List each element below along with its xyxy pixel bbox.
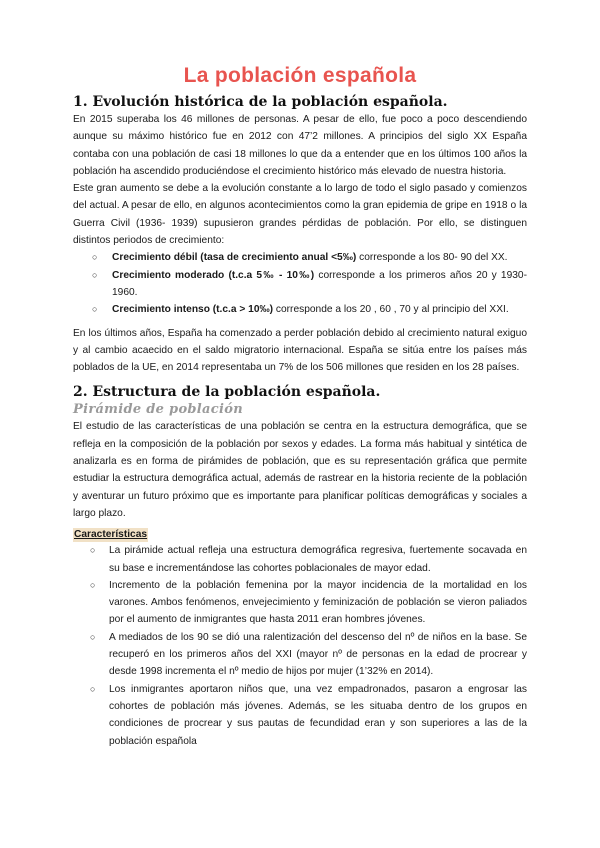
section-1-paragraph-2: Este gran aumento se debe a la evolución constante a lo largo de todo el siglo pasado y comienzos del actual. A pesar de ello, en algunos acontecimientos como la gran epidemia de gripe en 1918 o la Guerra Civil (1936- 1939) supusieron grandes pérdidas de población. Por ello, se distinguen distintos periodos de crecimiento:: [73, 183, 527, 247]
growth-period-text: corresponde a los primeros años 20 y 1930-1960.: [112, 269, 527, 298]
section-2-subheading: Pirámide de población: [73, 402, 243, 418]
section-1-paragraph-1: En 2015 superaba los 46 millones de personas. A pesar de ello, fue poco a poco descendiendo aunque su máximo histórico fue en 2012 con 47’2 millones. A principios del siglo XX España contaba con una población de casi 18 millones lo que da a entender que en los últimos 100 años la población ha ascendido produciéndose el crecimiento histórico más elevado de nuestra historia.: [73, 114, 527, 177]
characteristic-item: ○ La pirámide actual refleja una estructura demográfica regresiva, fuertemente socavada en su base e incrementándose las cohortes poblacionales de mayor edad.: [109, 542, 527, 577]
characteristics-list: [73, 542, 527, 750]
growth-period-text: corresponde a los 20 , 60 , 70 y al principio del XXI.: [273, 304, 509, 316]
section-2-paragraph-1: El estudio de las características de una población se centra en la estructura demográfica, que se refleja en la composición de la población por sexos y edades. La forma más habitual y sintética de analizarla es en forma de pirámides de población, que es su representación gráfica que permite estudiar la estructura demográfica actual, además de rastrear en la historia reciente de la población y aventurar un futuro próximo que es importante para planificar políticas demográficas y sociales a largo plazo.: [73, 421, 527, 519]
growth-period-text: corresponde a los 80- 90 del XX.: [356, 252, 508, 264]
characteristic-item: ○ Los inmigrantes aportaron niños que, una vez empadronados, pasaron a engrosar las cohortes de población más jóvenes. Además, se les situaba dentro de los grupos en condiciones de procrear y sus pautas de fecundidad eran y son superiores a las de la población española: [109, 681, 527, 750]
growth-period-name: Crecimiento moderado (t.c.a 5‰ - 10‰): [112, 269, 315, 281]
characteristic-item: ○ Incremento de la población femenina por la mayor incidencia de la mortalidad en los varones. Ambos fenómenos, envejecimiento y feminización de población se vieron paliados por el aumento de inmigrantes que hasta 2011 eran hombres jóvenes.: [109, 577, 527, 629]
characteristic-item: ○ A mediados de los 90 se dió una ralentización del descenso del nº de niños en la base. Se recuperó en los primeros años del XXI (mayor nº de personas en la edad de procrear y desde 1998 incrementa el nº medio de hijos por mujer (1’32% en 2014).: [109, 629, 527, 681]
growth-periods-list: [73, 249, 527, 318]
section-1-heading: 1. Evolución histórica de la población española.: [73, 94, 448, 110]
growth-period-item: [112, 301, 527, 318]
growth-period-item: [112, 249, 527, 266]
growth-period-name: Crecimiento débil (tasa de crecimiento anual <5‰): [112, 252, 357, 264]
document-title: La población española: [183, 64, 417, 87]
characteristics-label: Características: [74, 529, 148, 541]
growth-period-item: [112, 267, 527, 302]
section-2-heading: 2. Estructura de la población española.: [73, 384, 381, 401]
section-1-paragraph-3: En los últimos años, España ha comenzado a perder población debido al crecimiento natural exiguo y al cambio acaecido en el saldo migratorio internacional. España se sitúa entre los países más poblados de la UE, en 2014 representaba un 7% de los 506 millones que residen en los 28 países.: [73, 327, 527, 374]
growth-period-name: Crecimiento intenso (t.c.a > 10‰): [112, 304, 274, 316]
